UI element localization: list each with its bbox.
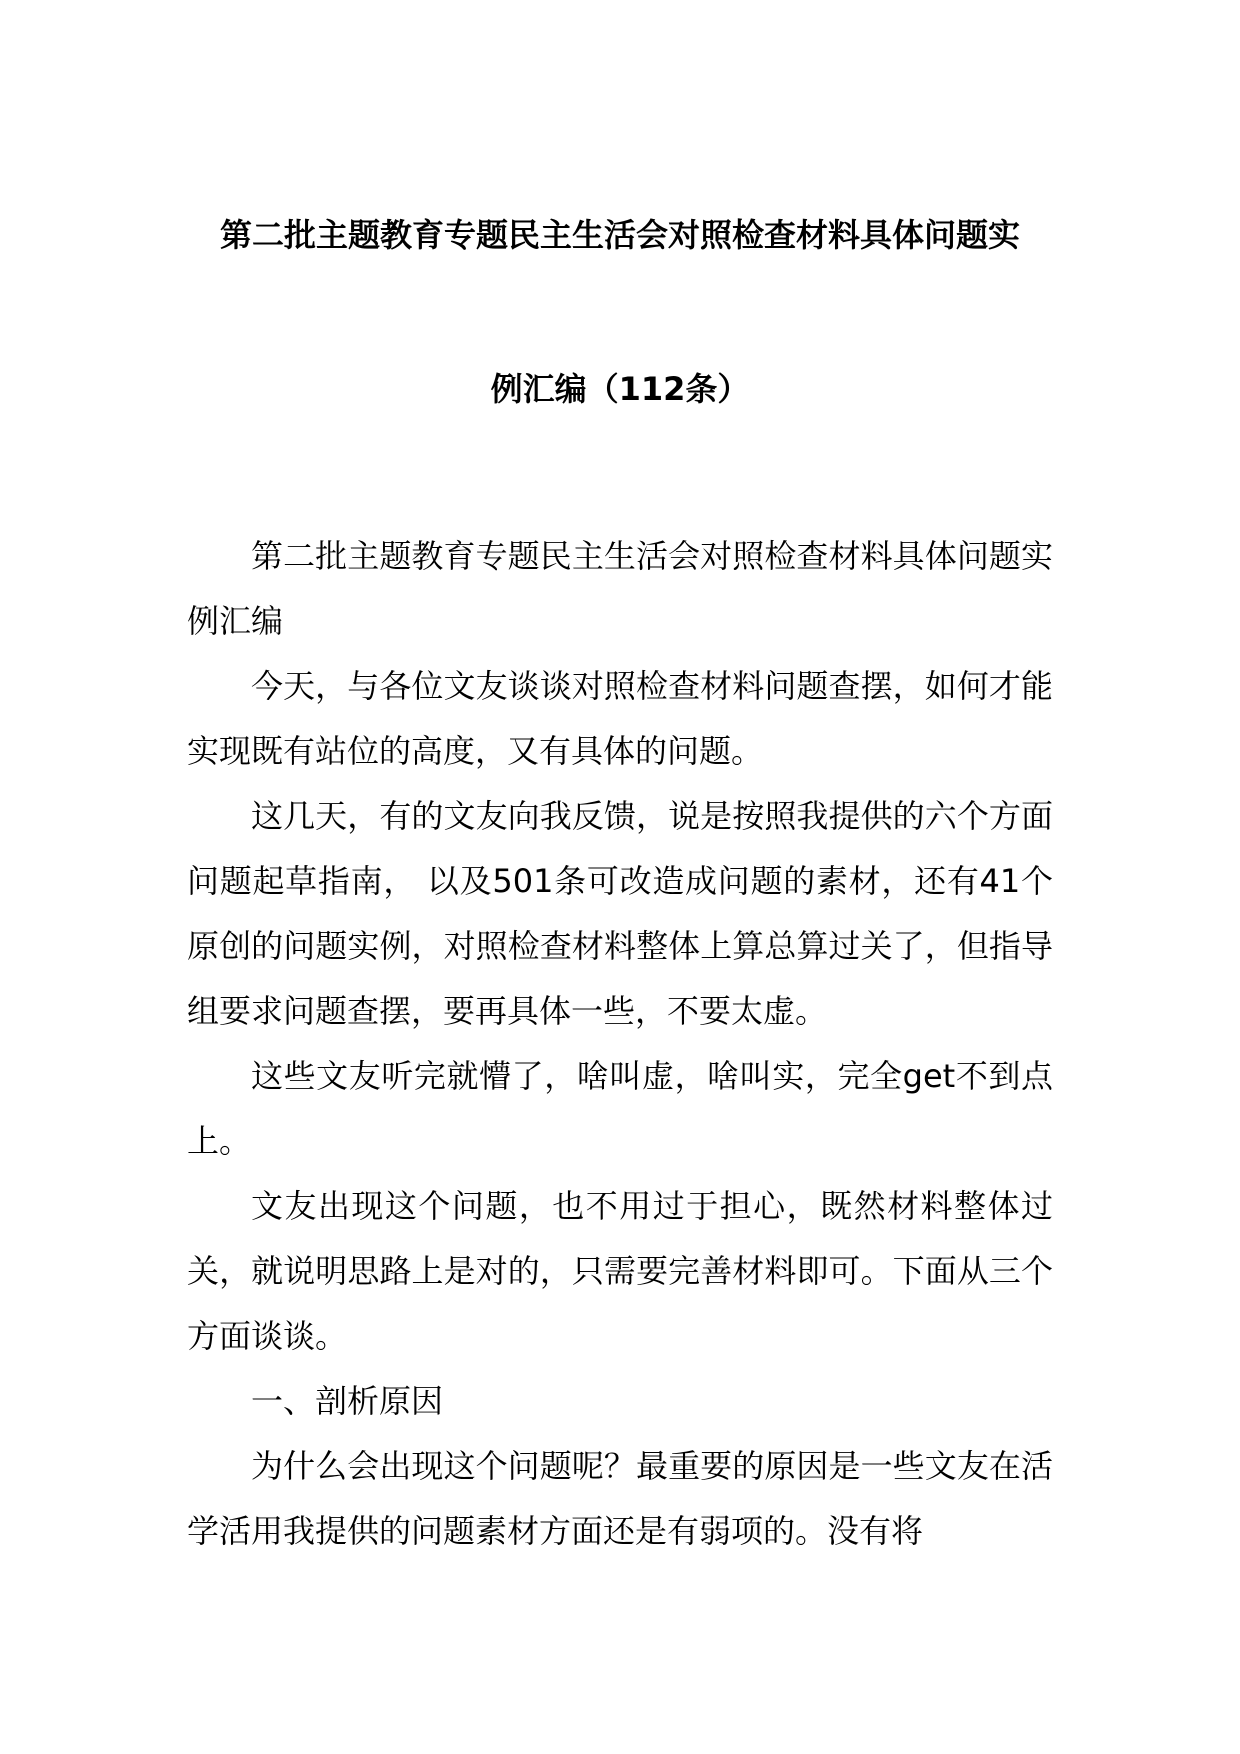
document-body	[187, 524, 1053, 1564]
section-heading-analyze-causes: 一、剖析原因	[251, 1382, 444, 1420]
document-title-line-2: 例汇编（112条）	[490, 370, 750, 408]
paragraph-no-worry: 文友出现这个问题，也不用过于担心，既然材料整体过关，就说明思路上是对的，只需要完善材料即可。下面从三个方面谈谈。	[187, 1187, 1053, 1355]
paragraph-today: 今天，与各位文友谈谈对照检查材料问题查摆，如何才能实现既有站位的高度，又有具体的问题。	[187, 667, 1053, 770]
paragraph-confused: 这些文友听完就懵了，啥叫虚，啥叫实，完全get不到点上。	[187, 1057, 1053, 1160]
paragraph-feedback: 这几天，有的文友向我反馈，说是按照我提供的六个方面问题起草指南， 以及501条可改造成问题的素材，还有41个原创的问题实例，对照检查材料整体上算总算过关了，但指导组要求问题查摆，要再具体一些，不要太虚。	[187, 797, 1053, 1030]
document-title-line-1: 第二批主题教育专题民主生活会对照检查材料具体问题实	[219, 216, 1020, 254]
paragraph-intro-title: 第二批主题教育专题民主生活会对照检查材料具体问题实例汇编	[187, 537, 1053, 640]
paragraph-why: 为什么会出现这个问题呢？最重要的原因是一些文友在活学活用我提供的问题素材方面还是有弱项的。没有将	[187, 1447, 1053, 1550]
